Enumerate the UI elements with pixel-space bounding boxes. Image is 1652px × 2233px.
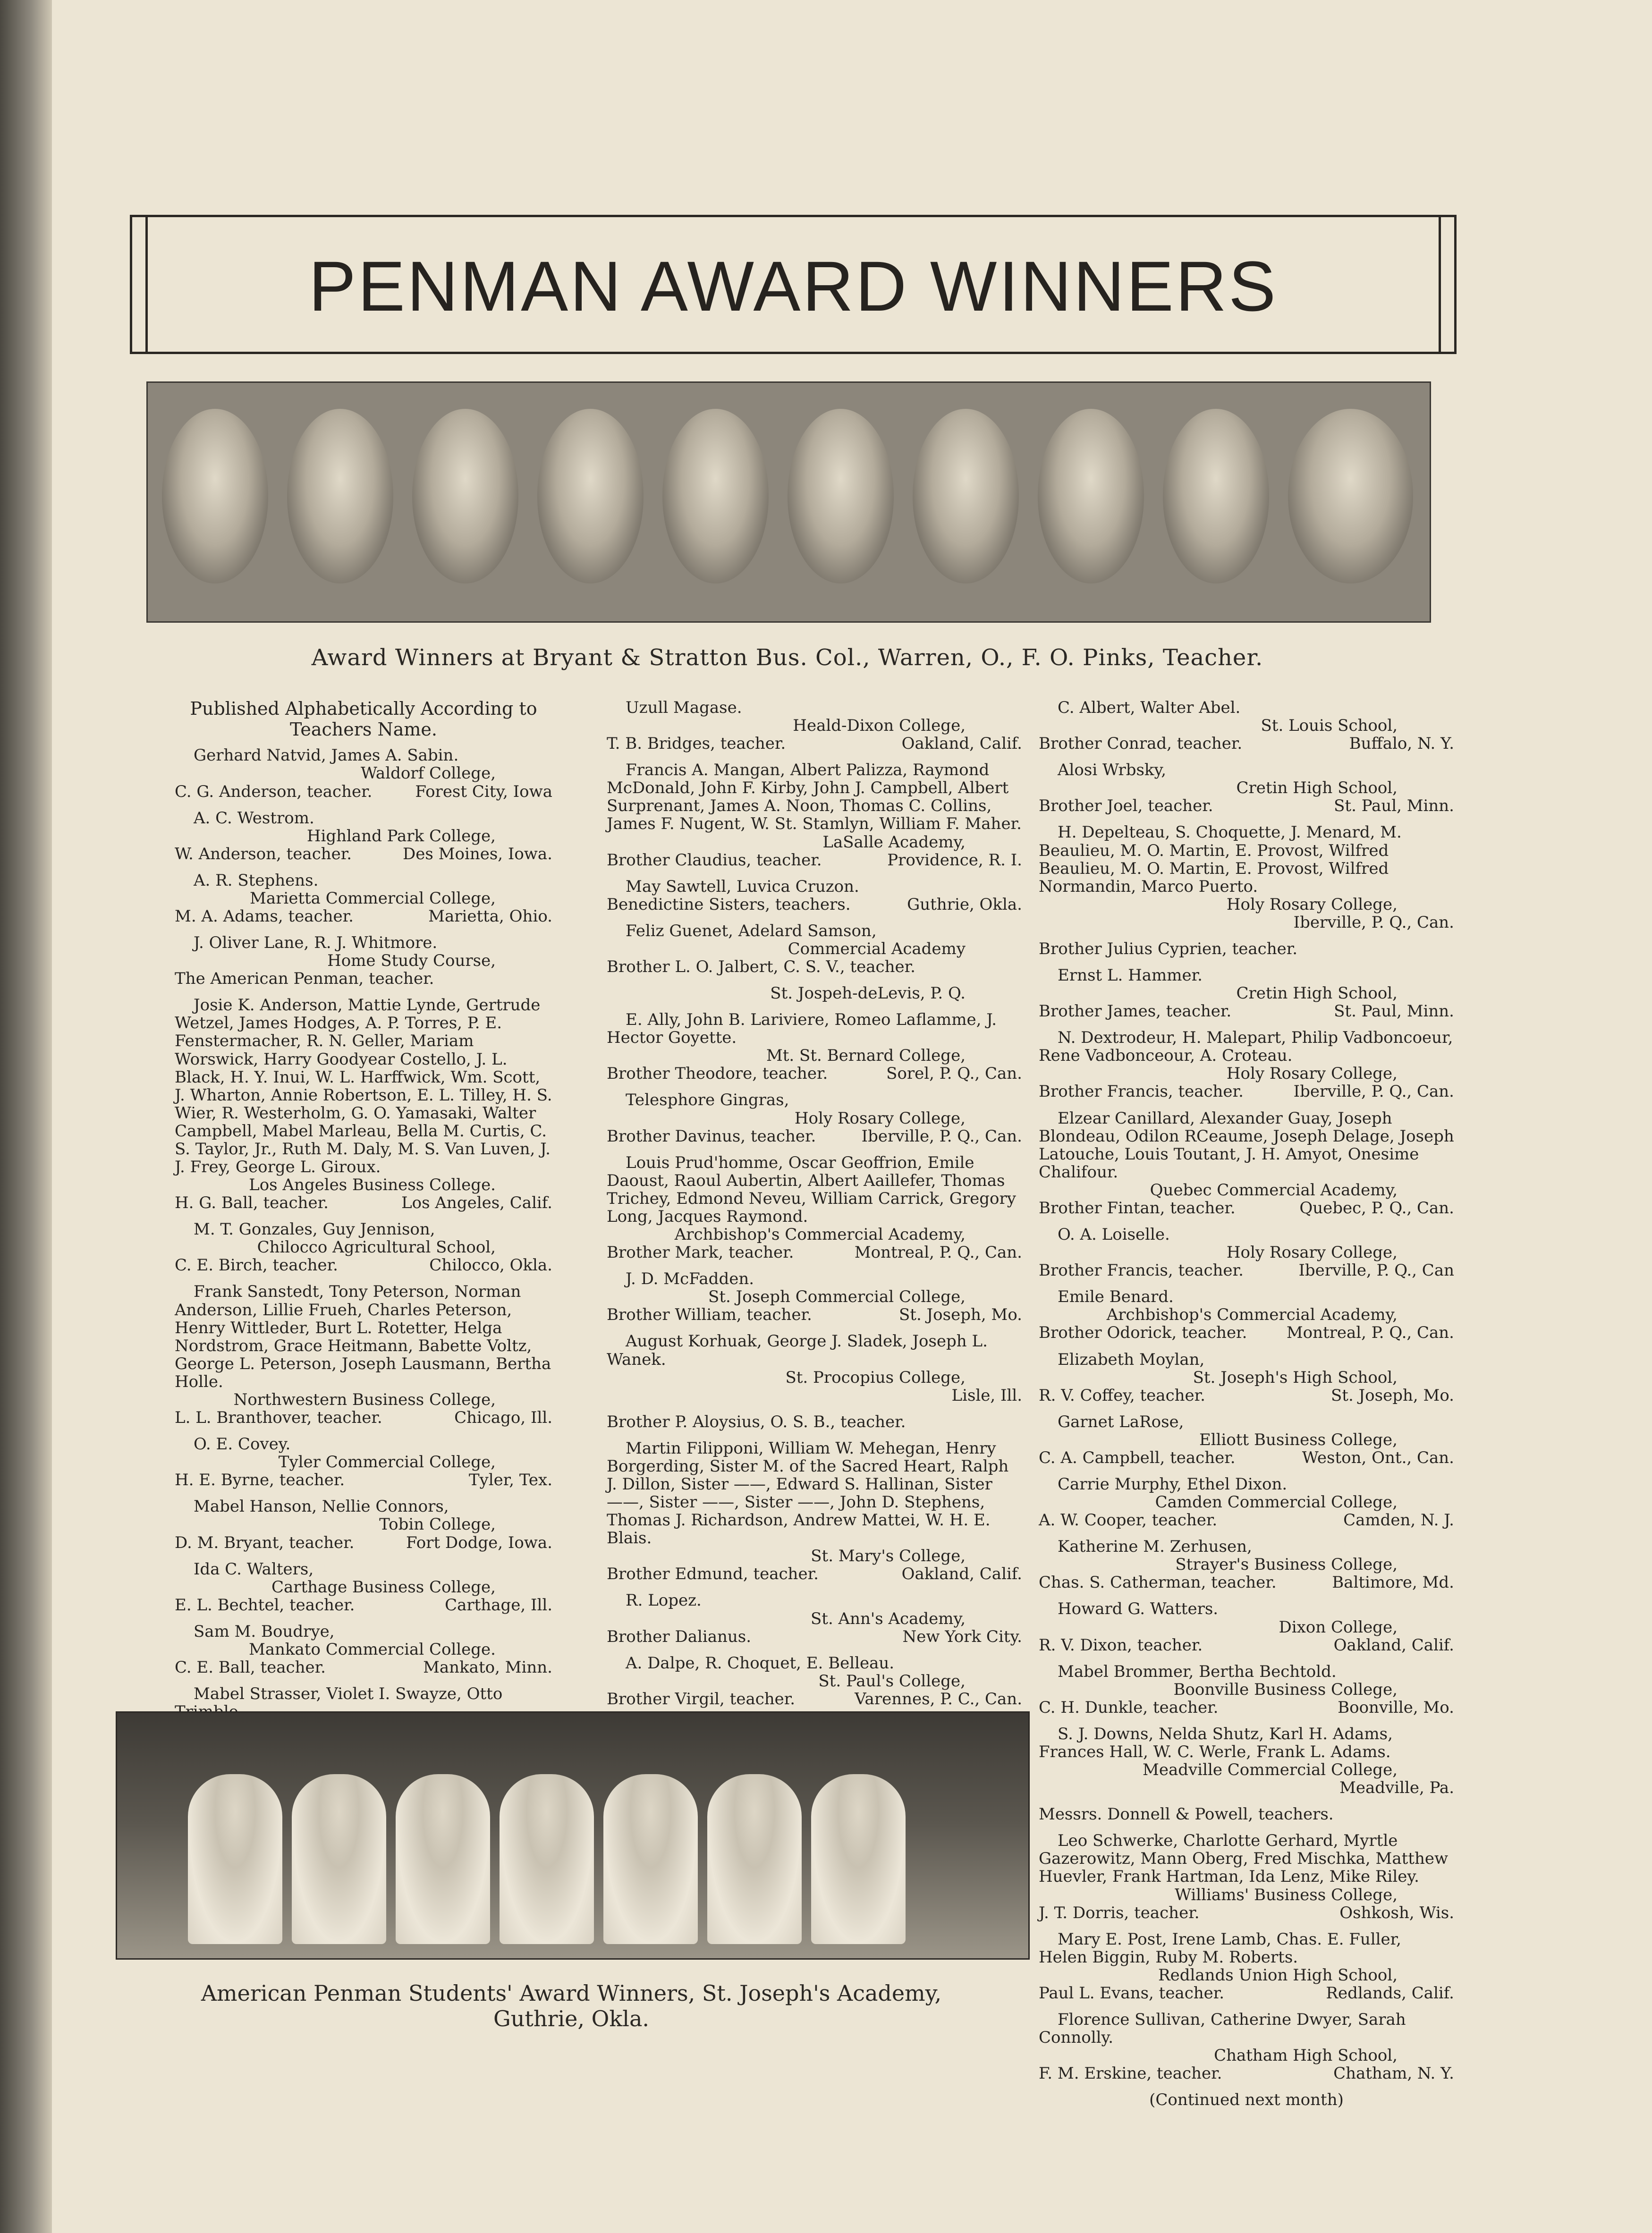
- teacher-name: Brother Conrad, teacher.: [1039, 734, 1243, 753]
- page-title: PENMAN AWARD WINNERS: [308, 246, 1278, 326]
- teacher-line: [1039, 914, 1454, 931]
- school-name: Quebec Commercial Academy,: [1150, 1180, 1398, 1200]
- school-location: Fort Dodge, Iowa.: [406, 1533, 552, 1552]
- award-entry: [607, 1091, 1022, 1145]
- award-entry: [607, 922, 1022, 976]
- teacher-line: [1039, 1805, 1454, 1823]
- teacher-name: Brother L. O. Jalbert, C. S. V., teacher.: [607, 957, 915, 977]
- teacher-name: C. H. Dunkle, teacher.: [1039, 1698, 1219, 1717]
- school-location: Providence, R. I.: [887, 850, 1022, 870]
- teacher-name: C. E. Birch, teacher.: [175, 1256, 338, 1275]
- school-location: Oakland, Calif.: [901, 734, 1022, 753]
- winner-names: S. J. Downs, Nelda Shutz, Karl H. Adams, Frances Hall, W. C. Werle, Frank L. Adams.: [1039, 1724, 1393, 1761]
- group-photo-caption-line1: American Penman Students' Award Winners, St. Joseph's Academy,: [201, 1980, 942, 2006]
- school-name: Chilocco Agricultural School,: [257, 1238, 496, 1257]
- teacher-name: Benedictine Sisters, teachers.: [607, 895, 851, 914]
- school-name: St. Paul's College,: [818, 1671, 966, 1691]
- school-name: Tyler Commercial College,: [278, 1453, 496, 1472]
- teacher-name: L. L. Branthover, teacher.: [175, 1408, 382, 1428]
- school-name: St. Jospeh-deLevis, P. Q.: [770, 984, 966, 1003]
- teacher-name: Brother Theodore, teacher.: [607, 1064, 828, 1083]
- teacher-line: [1039, 1002, 1454, 1020]
- teacher-line: [175, 845, 552, 863]
- portrait-oval: [662, 409, 769, 584]
- teacher-name: D. M. Bryant, teacher.: [175, 1533, 355, 1552]
- group-photo-caption-line2: Guthrie, Okla.: [493, 2006, 649, 2032]
- school-location: Weston, Ont., Can.: [1302, 1448, 1454, 1467]
- award-entry: [175, 1283, 552, 1427]
- school-name: Carthage Business College,: [271, 1577, 496, 1597]
- school-name: St. Joseph's High School,: [1193, 1368, 1398, 1387]
- student-figure: [292, 1774, 386, 1944]
- award-entry: [607, 699, 1022, 753]
- winner-names: Ida C. Walters,: [194, 1559, 314, 1579]
- award-entry: [607, 878, 1022, 914]
- award-entry: [1039, 1288, 1454, 1342]
- winner-names: Katherine M. Zerhusen,: [1058, 1537, 1252, 1556]
- teacher-line: [607, 1127, 1022, 1145]
- winner-names: M. T. Gonzales, Guy Jennison,: [194, 1220, 435, 1239]
- column-1-entries: [175, 746, 552, 1757]
- teacher-line: [175, 1596, 552, 1614]
- school-location: Oakland, Calif.: [901, 1565, 1022, 1584]
- student-figure: [188, 1774, 282, 1944]
- student-figure: [811, 1774, 906, 1944]
- st-josephs-academy-group-photo: [116, 1711, 1030, 1960]
- award-entry: [1039, 1029, 1454, 1100]
- portrait-oval: [788, 409, 894, 584]
- book-spine: [0, 0, 52, 2233]
- award-entry: [1039, 1226, 1454, 1279]
- teacher-line: [1039, 1984, 1454, 2002]
- teacher-line: [1039, 1387, 1454, 1404]
- teacher-line: [1039, 940, 1454, 958]
- winner-names: Uzull Magase.: [626, 698, 742, 717]
- award-entry: [175, 1623, 552, 1676]
- school-name: Waldorf College,: [360, 764, 496, 783]
- winner-names: Telesphore Gingras,: [626, 1091, 789, 1110]
- school-location: Iberville, P. Q., Can.: [1293, 913, 1454, 932]
- school-location: Iberville, P. Q., Can.: [861, 1126, 1022, 1146]
- teacher-name: Brother Virgil, teacher.: [607, 1689, 796, 1709]
- winner-names: Josie K. Anderson, Mattie Lynde, Gertrude Wetzel, James Hodges, A. P. Torres, P. E. Fenstermacher, R. N. Geller, Mariam Worswick, Harry Goodyear Costello, J. L. Black, H. Y. Inui, W. L. Harffwick, Wm. Scott, J. Wharton, Annie Robertson, E. L. Tilley, H. S. Wier, R. Westerholm, G. O. Yamasaki, Walter Campbell, Mabel Marleau, Bella M. Curtis, C. S. Taylor, Jr., Ruth M. Daly, M. S. Van Luven, J. J. Frey, George L. Giroux.: [175, 996, 552, 1177]
- school-location: Buffalo, N. Y.: [1349, 734, 1454, 753]
- school-location: Baltimore, Md.: [1332, 1573, 1454, 1592]
- teacher-name: J. T. Dorris, teacher.: [1039, 1903, 1200, 1922]
- portrait-oval: [412, 409, 518, 584]
- winner-names: Louis Prud'homme, Oscar Geoffrion, Emile Daoust, Raoul Aubertin, Albert Aaillefer, Thomas Trichey, Edmond Neveu, William Carrick, Gregory Long, Jacques Raymond.: [607, 1153, 1016, 1226]
- award-entry: [607, 1270, 1022, 1324]
- teacher-name: R. V. Coffey, teacher.: [1039, 1386, 1205, 1405]
- teacher-name: Brother Dalianus.: [607, 1627, 752, 1646]
- teacher-name: Brother James, teacher.: [1039, 1002, 1232, 1021]
- winner-names: R. Lopez.: [626, 1591, 702, 1610]
- winner-names: Mabel Strasser, Violet I. Swayze, Otto: [194, 1684, 503, 1704]
- school-name: Strayer's Business College,: [1175, 1555, 1398, 1574]
- portrait-oval: [1163, 409, 1269, 584]
- school-name: Archbishop's Commercial Academy,: [1106, 1305, 1398, 1325]
- school-name: Williams' Business College,: [1175, 1885, 1398, 1904]
- teacher-line: [1039, 1083, 1454, 1100]
- teacher-name: Chas. S. Catherman, teacher.: [1039, 1573, 1277, 1592]
- column-3-entries: [1039, 699, 1454, 2082]
- school-location: Varennes, P. C., Can.: [855, 1689, 1022, 1709]
- school-location: Meadville, Pa.: [1339, 1778, 1454, 1798]
- winner-names: Mabel Brommer, Bertha Bechtold.: [1058, 1662, 1337, 1681]
- teacher-name: Brother Francis, teacher.: [1039, 1261, 1244, 1280]
- teacher-name: Brother P. Aloysius, O. S. B., teacher.: [607, 1412, 906, 1431]
- school-name: Holy Rosary College,: [1226, 1243, 1398, 1262]
- teacher-line: [1039, 1904, 1454, 1922]
- award-entry: [1039, 1832, 1454, 1921]
- award-entry: [1039, 1109, 1454, 1217]
- school-name: Cretin High School,: [1236, 984, 1398, 1003]
- school-name: Mt. St. Bernard College,: [766, 1046, 966, 1066]
- continued-note: (Continued next month): [1149, 2090, 1344, 2110]
- award-winners-portrait-strip: [146, 381, 1431, 623]
- school-name: Marietta Commercial College,: [250, 888, 496, 908]
- teacher-line: [1039, 735, 1454, 753]
- winner-names: Mabel Hanson, Nellie Connors,: [194, 1497, 449, 1516]
- winner-names: O. E. Covey.: [194, 1435, 291, 1454]
- teacher-name: Brother Julius Cyprien, teacher.: [1039, 939, 1298, 958]
- award-entry: [175, 871, 552, 925]
- school-name: Home Study Course,: [327, 951, 496, 971]
- winner-names: Leo Schwerke, Charlotte Gerhard, Myrtle Gazerowitz, Mann Oberg, Fred Mischka, Matthew Huevler, Frank Hartman, Ida Lenz, Mike Riley.: [1039, 1831, 1449, 1886]
- teacher-line: [607, 1243, 1022, 1261]
- teacher-name: E. L. Bechtel, teacher.: [175, 1595, 355, 1615]
- portrait-strip-caption: Award Winners at Bryant & Stratton Bus. Col., Warren, O., F. O. Pinks, Teacher.: [311, 644, 1263, 671]
- school-location: Oshkosh, Wis.: [1339, 1903, 1454, 1922]
- teacher-line: [1039, 1511, 1454, 1529]
- teacher-name: F. M. Erskine, teacher.: [1039, 2064, 1222, 2083]
- winner-names: Gerhard Natvid, James A. Sabin.: [194, 746, 459, 765]
- winner-names: J. D. McFadden.: [626, 1269, 754, 1289]
- teacher-line: [175, 1471, 552, 1489]
- winner-names: A. Dalpe, R. Choquet, E. Belleau.: [626, 1653, 895, 1673]
- teacher-name: W. Anderson, teacher.: [175, 844, 352, 863]
- school-name: St. Ann's Academy,: [810, 1609, 966, 1628]
- award-entry: [1039, 1351, 1454, 1404]
- school-location: Lisle, Ill.: [951, 1386, 1022, 1405]
- school-location: St. Joseph, Mo.: [1330, 1386, 1454, 1405]
- winner-names: N. Dextrodeur, H. Malepart, Philip Vadboncoeur, Rene Vadbonceour, A. Croteau.: [1039, 1028, 1453, 1066]
- winner-names: H. Depelteau, S. Choquette, J. Menard, M. Beaulieu, M. O. Martin, E. Provost, Wilfred Beaulieu, M. O. Martin, E. Provost, Wilfred Normandin, Marco Puerto.: [1039, 823, 1402, 896]
- teacher-name: H. G. Ball, teacher.: [175, 1193, 329, 1213]
- teacher-name: The American Penman, teacher.: [175, 969, 434, 989]
- teacher-line: [175, 1658, 552, 1676]
- teacher-line: [607, 1413, 1022, 1431]
- school-location: Chilocco, Okla.: [429, 1256, 552, 1275]
- school-name: Commercial Academy: [788, 939, 966, 958]
- teacher-line: [607, 1306, 1022, 1324]
- winner-names: Feliz Guenet, Adelard Samson,: [626, 921, 877, 940]
- portrait-oval: [913, 409, 1019, 584]
- teacher-line: [175, 1534, 552, 1552]
- school-name: Holy Rosary College,: [794, 1108, 966, 1128]
- teacher-line: [175, 783, 552, 801]
- school-name: Tobin College,: [379, 1515, 496, 1534]
- portrait-oval: [1288, 409, 1413, 584]
- school-location: Redlands, Calif.: [1326, 1983, 1454, 2003]
- teacher-name: Messrs. Donnell & Powell, teachers.: [1039, 1805, 1334, 1824]
- school-location: Des Moines, Iowa.: [403, 844, 552, 863]
- award-entry: [175, 934, 552, 988]
- award-entry: [1039, 699, 1454, 753]
- teacher-line: [1039, 1636, 1454, 1654]
- school-location: Iberville, P. Q., Can.: [1293, 1082, 1454, 1101]
- school-location: Los Angeles, Calif.: [401, 1193, 552, 1213]
- teacher-name: R. V. Dixon, teacher.: [1039, 1635, 1203, 1655]
- school-location: Boonville, Mo.: [1338, 1698, 1454, 1717]
- school-name: Heald-Dixon College,: [793, 716, 966, 736]
- award-entry: [607, 1654, 1022, 1708]
- portrait-oval: [537, 409, 644, 584]
- teacher-line: [607, 1065, 1022, 1083]
- teacher-line: [607, 1387, 1022, 1404]
- school-name: Holy Rosary College,: [1226, 1064, 1398, 1083]
- teacher-line: [1039, 1573, 1454, 1591]
- teacher-line: [175, 1256, 552, 1274]
- school-location: Montreal, P. Q., Can.: [854, 1243, 1022, 1262]
- school-location: Mankato, Minn.: [423, 1658, 552, 1677]
- school-location: Quebec, P. Q., Can.: [1299, 1198, 1454, 1218]
- school-location: St. Joseph, Mo.: [898, 1305, 1022, 1325]
- title-frame: [130, 215, 1457, 354]
- school-name: St. Procopius College,: [785, 1368, 966, 1387]
- teacher-line: [1039, 1261, 1454, 1279]
- school-location: New York City.: [902, 1627, 1022, 1646]
- award-entry: [175, 809, 552, 863]
- winner-names: Martin Filipponi, William W. Mehegan, Henry Borgerding, Sister M. of the Sacred Heart, Ralph J. Dillon, Sister ——, Edward S. Hallinan, Sister ——, Sister ——, Sister ——, John D. Stephens, Thomas J. Richardson, Andrew Mattei, W. H. E. Blais.: [607, 1438, 1009, 1548]
- teacher-line: [1039, 797, 1454, 815]
- teacher-name: Brother Davinus, teacher.: [607, 1126, 816, 1146]
- school-name: Dixon College,: [1279, 1617, 1398, 1637]
- winner-names: A. C. Westrom.: [194, 808, 314, 828]
- award-entry: [175, 1435, 552, 1489]
- teacher-line: [1039, 1199, 1454, 1217]
- teacher-line: [1039, 1779, 1454, 1797]
- teacher-name: M. A. Adams, teacher.: [175, 907, 354, 926]
- school-name: Highland Park College,: [306, 826, 496, 846]
- winner-names: Howard G. Watters.: [1058, 1599, 1219, 1619]
- teacher-line: [607, 958, 1022, 976]
- student-figure: [603, 1774, 698, 1944]
- school-name: Boonville Business College,: [1173, 1680, 1398, 1699]
- school-name: Holy Rosary College,: [1226, 895, 1398, 914]
- award-entry: [607, 1154, 1022, 1261]
- portrait-oval: [1038, 409, 1144, 584]
- list-heading: Published Alphabetically According to Teachers Name.: [190, 698, 537, 740]
- column-2-entries: [607, 699, 1022, 1708]
- teacher-name: A. W. Cooper, teacher.: [1039, 1511, 1218, 1530]
- winner-names: Garnet LaRose,: [1058, 1412, 1184, 1431]
- teacher-line: [607, 1690, 1022, 1708]
- award-entry: [1039, 1725, 1454, 1797]
- teacher-line: [607, 735, 1022, 753]
- winner-names: Ernst L. Hammer.: [1058, 966, 1203, 985]
- teacher-name: C. E. Ball, teacher.: [175, 1658, 326, 1677]
- award-entry: [607, 1011, 1022, 1083]
- teacher-name: Brother Mark, teacher.: [607, 1243, 794, 1262]
- winner-names: E. Ally, John B. Lariviere, Romeo Laflamme, J. Hector Goyette.: [607, 1010, 997, 1048]
- teacher-name: Brother Edmund, teacher.: [607, 1565, 819, 1584]
- school-location: Carthage, Ill.: [445, 1595, 552, 1615]
- school-name: Chatham High School,: [1214, 2046, 1398, 2065]
- school-location: Oakland, Calif.: [1333, 1635, 1454, 1655]
- award-entry: [607, 1413, 1022, 1431]
- award-entry: [607, 984, 1022, 1002]
- school-location: St. Paul, Minn.: [1334, 796, 1454, 816]
- award-entry: [175, 996, 552, 1212]
- teacher-line: [607, 851, 1022, 869]
- award-entry: [1039, 966, 1454, 1020]
- teacher-name: Brother Francis, teacher.: [1039, 1082, 1244, 1101]
- teacher-name: Paul L. Evans, teacher.: [1039, 1983, 1225, 2003]
- teacher-line: [175, 970, 552, 988]
- teacher-line: [607, 1565, 1022, 1583]
- award-entry: [1039, 1600, 1454, 1654]
- school-location: Montreal, P. Q., Can.: [1286, 1323, 1454, 1343]
- column-3: [1039, 699, 1454, 2109]
- award-entry: [1039, 1663, 1454, 1717]
- portrait-oval: [287, 409, 393, 584]
- teacher-line: [175, 907, 552, 925]
- award-entry: [1039, 2011, 1454, 2082]
- teacher-line: [607, 896, 1022, 914]
- winner-names: Sam M. Boudrye,: [194, 1622, 335, 1641]
- award-entry: [1039, 761, 1454, 815]
- award-entry: [1039, 1538, 1454, 1591]
- teacher-line: [1039, 1449, 1454, 1467]
- school-location: Guthrie, Okla.: [907, 895, 1022, 914]
- teacher-line: [175, 1194, 552, 1212]
- winner-names: August Korhuak, George J. Sladek, Joseph L. Wanek.: [607, 1332, 988, 1369]
- teacher-name: T. B. Bridges, teacher.: [607, 734, 786, 753]
- school-location: Chatham, N. Y.: [1333, 2064, 1454, 2083]
- teacher-name: C. A. Campbell, teacher.: [1039, 1448, 1236, 1467]
- group-photo-caption: [116, 1980, 1027, 2032]
- school-name: St. Mary's College,: [811, 1547, 966, 1566]
- school-name: Los Angeles Business College.: [249, 1176, 496, 1195]
- school-name: Archbishop's Commercial Academy,: [674, 1225, 966, 1244]
- teacher-name: Brother William, teacher.: [607, 1305, 812, 1325]
- winner-names: A. R. Stephens.: [194, 871, 319, 890]
- award-entry: [175, 746, 552, 800]
- award-entry: [175, 1497, 552, 1551]
- school-name: Elliott Business College,: [1199, 1430, 1398, 1449]
- winner-names: Carrie Murphy, Ethel Dixon.: [1058, 1474, 1288, 1494]
- school-location: Camden, N. J.: [1343, 1511, 1454, 1530]
- award-entry: [1039, 1805, 1454, 1823]
- teacher-line: [1039, 2064, 1454, 2082]
- award-entry: [607, 1591, 1022, 1645]
- award-entry: [1039, 823, 1454, 931]
- school-location: Tyler, Tex.: [468, 1471, 552, 1490]
- school-name: Northwestern Business College,: [233, 1390, 496, 1409]
- school-location: Iberville, P. Q., Can: [1298, 1261, 1454, 1280]
- student-figure: [396, 1774, 490, 1944]
- school-location: Marietta, Ohio.: [428, 907, 552, 926]
- school-location: Chicago, Ill.: [454, 1408, 552, 1428]
- teacher-name: C. G. Anderson, teacher.: [175, 782, 373, 801]
- teacher-line: [607, 1628, 1022, 1646]
- school-name: Camden Commercial College,: [1155, 1493, 1398, 1512]
- teacher-name: Brother Odorick, teacher.: [1039, 1323, 1247, 1343]
- teacher-line: [1039, 1699, 1454, 1717]
- column-1: [175, 699, 552, 1765]
- school-name: Cretin High School,: [1236, 778, 1398, 798]
- award-entry: [607, 761, 1022, 869]
- winner-names: O. A. Loiselle.: [1058, 1225, 1170, 1244]
- school-location: Sorel, P. Q., Can.: [886, 1064, 1022, 1083]
- winner-names: Florence Sullivan, Catherine Dwyer, Sarah Connolly.: [1039, 2010, 1406, 2047]
- school-location: Forest City, Iowa: [415, 782, 552, 801]
- teacher-line: [1039, 1324, 1454, 1342]
- school-name: St. Joseph Commercial College,: [708, 1287, 966, 1307]
- award-entry: [1039, 1475, 1454, 1529]
- school-name: St. Louis School,: [1261, 716, 1398, 736]
- teacher-line: [175, 1409, 552, 1427]
- teacher-name: Brother Fintan, teacher.: [1039, 1198, 1236, 1218]
- winner-names: C. Albert, Walter Abel.: [1058, 698, 1241, 717]
- column-2: [607, 699, 1022, 1717]
- winner-names: Elzear Canillard, Alexander Guay, Joseph Blondeau, Odilon RCeaume, Joseph Delage, Joseph Latouche, Louis Toutant, J. H. Amyot, Onesime Chalifour.: [1039, 1108, 1454, 1182]
- award-entry: [607, 1439, 1022, 1583]
- portrait-oval: [162, 409, 268, 584]
- award-entry: [1039, 1930, 1454, 2002]
- winner-names: Mary E. Post, Irene Lamb, Chas. E. Fuller, Helen Biggin, Ruby M. Roberts.: [1039, 1929, 1401, 1967]
- student-figure: [707, 1774, 802, 1944]
- teacher-name: H. E. Byrne, teacher.: [175, 1471, 345, 1490]
- teacher-name: Brother Joel, teacher.: [1039, 796, 1213, 816]
- winner-names: May Sawtell, Luvica Cruzon.: [626, 877, 859, 896]
- winner-names: Alosi Wrbsky,: [1058, 761, 1167, 780]
- teacher-name: Brother Claudius, teacher.: [607, 850, 822, 870]
- winner-names: Emile Benard.: [1058, 1287, 1174, 1307]
- award-entry: [1039, 1413, 1454, 1467]
- award-entry: [1039, 940, 1454, 958]
- winner-names: Elizabeth Moylan,: [1058, 1350, 1205, 1369]
- school-name: Meadville Commercial College,: [1143, 1760, 1398, 1780]
- student-figure: [500, 1774, 594, 1944]
- winner-names: Francis A. Mangan, Albert Palizza, Raymond McDonald, John F. Kirby, John J. Campbell, Albert Surprenant, James A. Noon, Thomas C. Collins, James F. Nugent, W. St. Stamlyn, William F. Maher.: [607, 761, 1022, 834]
- winner-names: J. Oliver Lane, R. J. Whitmore.: [194, 933, 438, 953]
- award-entry: [607, 1332, 1022, 1404]
- school-name: Redlands Union High School,: [1158, 1965, 1398, 1985]
- award-entry: [175, 1560, 552, 1614]
- school-location: St. Paul, Minn.: [1334, 1002, 1454, 1021]
- school-name: LaSalle Academy,: [822, 832, 966, 852]
- award-entry: [175, 1220, 552, 1274]
- winner-names: Frank Sanstedt, Tony Peterson, Norman Anderson, Lillie Frueh, Charles Peterson, Henry Wittleder, Burt L. Rotetter, Helga Nordstrom, Grace Heitmann, Babette Voltz, George L. Peterson, Joseph Lausmann, Bertha Holle.: [175, 1282, 551, 1391]
- school-name: Mankato Commercial College.: [248, 1640, 496, 1659]
